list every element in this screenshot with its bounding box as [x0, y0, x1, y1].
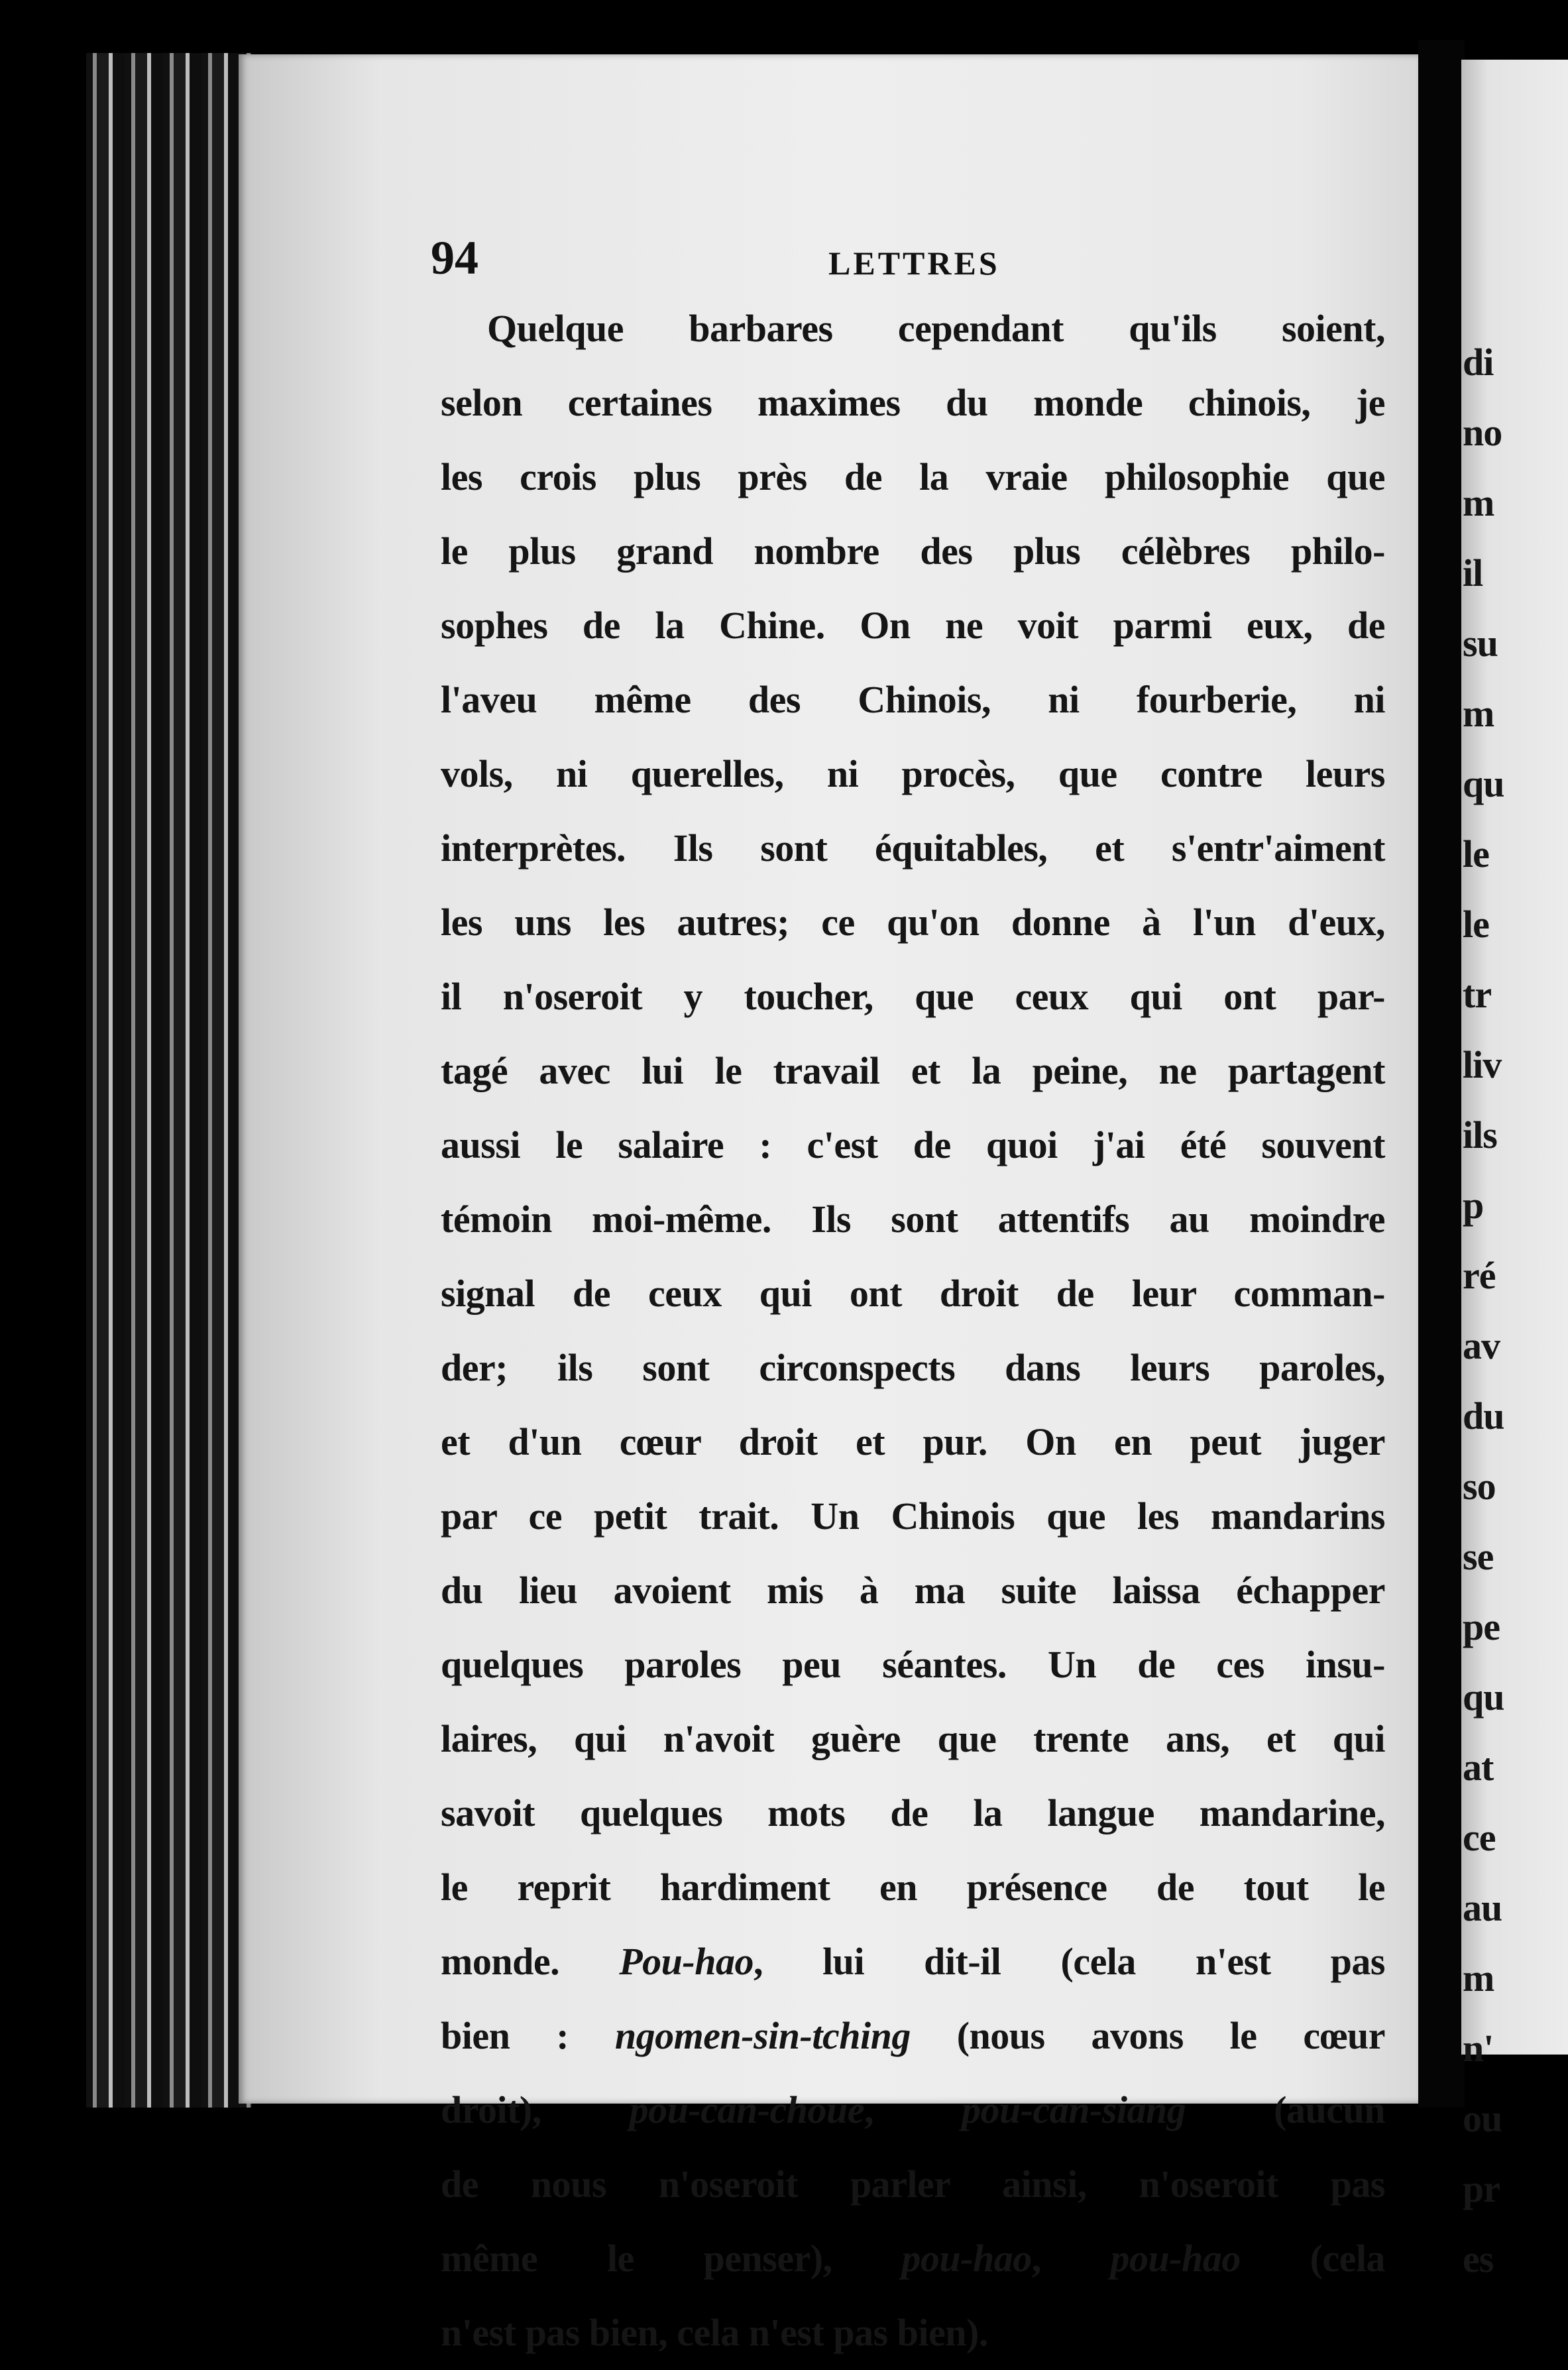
text-fragment: au [1463, 1886, 1502, 1929]
text-run: (aucun [1186, 2088, 1386, 2131]
italic-phrase: ngomen-sin-tching [614, 2014, 911, 2057]
text-fragment: ou [1463, 2097, 1502, 2140]
text-fragment: p [1463, 1184, 1484, 1227]
text-line [441, 1925, 1385, 1999]
text-line: signal de ceux qui ont droit de leur comman- [441, 1272, 1385, 1315]
text-run: (cela [1240, 2237, 1385, 2280]
text-fragment: tr [1463, 973, 1492, 1016]
italic-phrase: pou-can-siang [961, 2088, 1186, 2131]
text-fragment: su [1463, 622, 1498, 665]
text-fragment: ré [1463, 1254, 1496, 1297]
text-fragment: liv [1463, 1043, 1502, 1086]
text-fragment: pr [1463, 2167, 1500, 2210]
text-line: témoin moi-même. Ils sont attentifs au moindre [441, 1198, 1385, 1241]
book-gutter [1418, 40, 1465, 2108]
text-line: savoit quelques mots de la langue mandarine, [441, 1791, 1385, 1834]
text-fragment: m [1463, 481, 1494, 524]
text-fragment: se [1463, 1535, 1494, 1578]
text-line: de nous n'oseroit parler ainsi, n'oseroit pas [441, 2163, 1385, 2206]
text-line: quelques paroles peu séantes. Un de ces insu- [441, 1643, 1385, 1686]
text-fragment: pe [1463, 1605, 1500, 1648]
text-line: selon certaines maximes du monde chinois, je [441, 381, 1385, 424]
text-line [441, 1999, 1385, 2073]
body-text [441, 292, 1385, 2370]
text-line: et d'un cœur droit et pur. On en peut juger [441, 1420, 1385, 1463]
text-run: bien : [441, 2014, 615, 2057]
italic-phrase: pou-hao [1110, 2237, 1241, 2280]
text-fragment: il [1463, 551, 1483, 594]
text-line: les uns les autres; ce qu'on donne à l'un d'eux, [441, 901, 1385, 944]
text-fragment: n' [1463, 2027, 1494, 2070]
text-line: aussi le salaire : c'est de quoi j'ai été souvent [441, 1123, 1385, 1166]
text-fragment: le [1463, 832, 1489, 875]
book-page-edges [86, 53, 252, 2108]
text-line: Quelque barbares cependant qu'ils soient, [487, 307, 1385, 350]
text-fragment: qu [1463, 1675, 1504, 1719]
text-fragment: at [1463, 1746, 1494, 1789]
text-run: (nous avons le cœur [910, 2014, 1385, 2057]
text-line: du lieu avoient mis à ma suite laissa échapper [441, 1569, 1385, 1612]
text-line: l'aveu même des Chinois, ni fourberie, ni [441, 678, 1385, 721]
text-line: les crois plus près de la vraie philosophie que [441, 455, 1385, 498]
text-line: le plus grand nombre des plus célèbres philo- [441, 530, 1385, 573]
text-run: , [864, 2088, 962, 2131]
text-fragment: so [1463, 1465, 1496, 1508]
text-run: monde. [441, 1940, 620, 1983]
right-page-text [1461, 327, 1568, 2294]
text-line: der; ils sont circonspects dans leurs paroles, [441, 1346, 1385, 1389]
text-run: , lui dit-il (cela n'est pas [753, 1940, 1385, 1983]
italic-phrase: Pou-hao [619, 1940, 754, 1983]
text-fragment: di [1463, 341, 1494, 384]
text-fragment: m [1463, 1956, 1494, 2000]
text-run: , [1031, 2237, 1111, 2280]
text-fragment: le [1463, 903, 1489, 946]
right-page-fragment [1461, 60, 1568, 2281]
italic-phrase: pou-can-choue [629, 2088, 865, 2131]
text-line: interprètes. Ils sont équitables, et s'entr'aiment [441, 826, 1385, 870]
text-fragment: no [1463, 411, 1502, 454]
text-fragment: es [1463, 2237, 1494, 2281]
text-line: sophes de la Chine. On ne voit parmi eux, de [441, 604, 1385, 647]
page-number: 94 [431, 231, 478, 284]
text-fragment: av [1463, 1324, 1500, 1367]
text-run: droit), [441, 2088, 630, 2131]
text-fragment: ce [1463, 1816, 1496, 1859]
text-line: laires, qui n'avoit guère que trente ans, et qui [441, 1717, 1385, 1760]
text-fragment: du [1463, 1394, 1504, 1438]
text-line [441, 2222, 1385, 2296]
page-header [431, 231, 1385, 290]
text-line: vols, ni querelles, ni procès, que contre leurs [441, 752, 1385, 795]
text-line: tagé avec lui le travail et la peine, ne partagent [441, 1049, 1385, 1092]
text-run: même le penser), [441, 2237, 902, 2280]
text-line [441, 2073, 1385, 2147]
text-line: le reprit hardiment en présence de tout le [441, 1866, 1385, 1909]
italic-phrase: pou-hao [901, 2237, 1032, 2280]
text-line: par ce petit trait. Un Chinois que les mandarins [441, 1495, 1385, 1538]
running-head: LETTRES [828, 245, 1000, 282]
text-fragment: m [1463, 692, 1494, 735]
text-fragment: ils [1463, 1113, 1497, 1157]
text-line: n'est pas bien, cela n'est pas bien). [441, 2311, 988, 2354]
text-fragment: qu [1463, 762, 1504, 805]
text-line: il n'oseroit y toucher, que ceux qui ont par- [441, 975, 1385, 1018]
